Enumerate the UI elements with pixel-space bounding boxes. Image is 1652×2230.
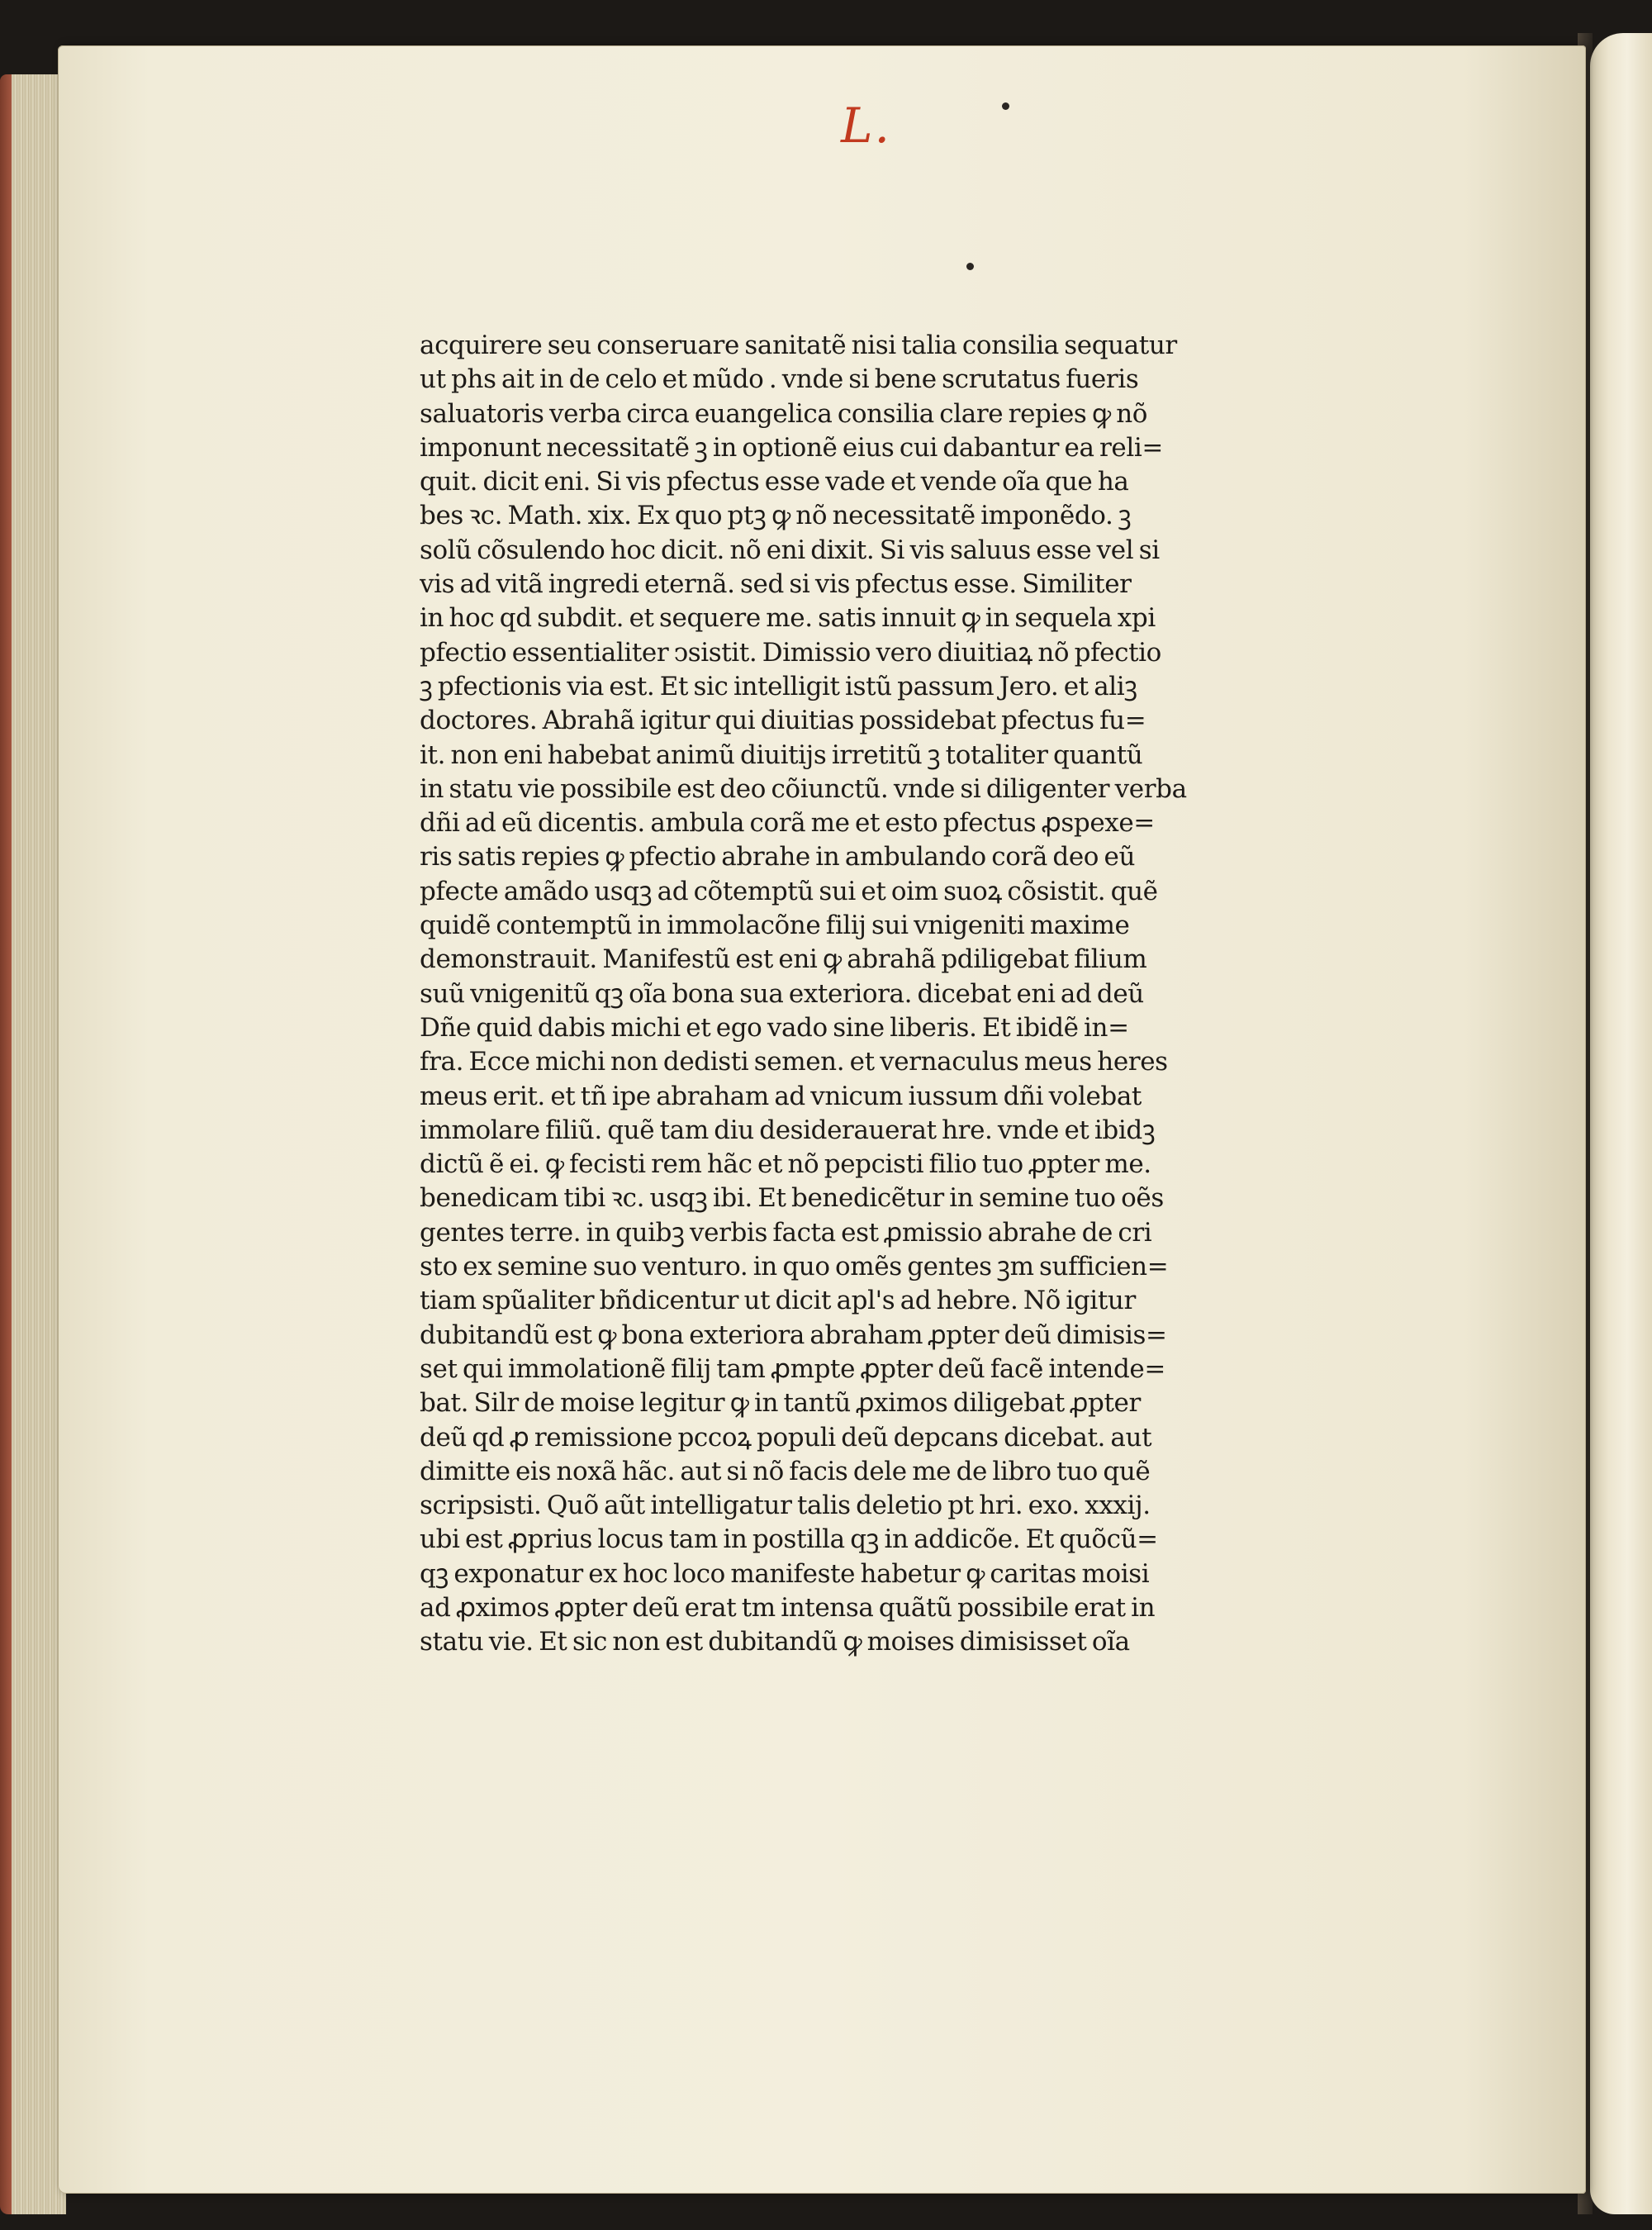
text-line: dictũ ẽ ei. ꝙ fecisti rem hãc et nõ pepcisti filio tuo ꝓpter me. (420, 1149, 1151, 1180)
text-line: ris satis repies ꝙ pfectio abrahe in ambulando corã deo eũ (420, 842, 1136, 873)
text-line: suũ vnigenitũ qꝫ oĩa bona sua exteriora. dicebat eni ad deũ (420, 978, 1144, 1009)
text-line: bes ꝛc. Math. xix. Ex quo ptꝫ ꝙ nõ necessitatẽ imponẽdo. ꝫ (420, 501, 1132, 531)
text-line: demonstrauit. Manifestũ est eni ꝙ abrahã pdiligebat filium (420, 944, 1147, 975)
text-line: fra. Ecce michi non dedisti semen. et vernaculus meus heres (420, 1047, 1168, 1077)
text-line: tiam spũaliter bñdicentur ut dicit apl's ad hebre. Nõ igitur (420, 1286, 1136, 1316)
text-line: quit. dicit eni. Si vis pfectus esse vade et vende oĩa que ha (420, 467, 1129, 497)
text-line: gentes terre. in quibꝫ verbis facta est ꝓmissio abrahe de cri (420, 1217, 1152, 1248)
text-line: dubitandũ est ꝙ bona exteriora abraham ꝓpter deũ dimisis= (420, 1319, 1167, 1350)
text-line: meus erit. et tñ ipe abraham ad vnicum iussum dñi volebat (420, 1081, 1142, 1111)
text-line: immolare filiũ. quẽ tam diu desiderauerat hre. vnde et ibidꝫ (420, 1115, 1156, 1145)
text-line: deũ qd ꝓ remissione pccoꝝ populi deũ depcans dicebat. aut (420, 1422, 1152, 1453)
text-line: scripsisti. Quõ aũt intelligatur talis deletio pt hri. exo. xxxij. (420, 1491, 1151, 1521)
text-line: in hoc qd subdit. et sequere me. satis innuit ꝙ in sequela xpi (420, 603, 1156, 634)
text-line: imponunt necessitatẽ ꝫ in optionẽ eius cui dabantur ea reli= (420, 432, 1163, 463)
text-line: in statu vie possibile est deo cõiunctũ. vnde si diligenter verba (420, 773, 1187, 804)
text-line: pfecte amãdo usqꝫ ad cõtemptũ sui et oim suoꝝ cõsistit. quẽ (420, 876, 1158, 906)
text-line: solũ cõsulendo hoc dicit. nõ eni dixit. Si vis saluus esse vel si (420, 535, 1160, 565)
text-line: statu vie. Et sic non est dubitandũ ꝙ moises dimisisset oĩa (420, 1627, 1130, 1657)
text-line: quidẽ contemptũ in immolacõne filij sui vnigeniti maxime (420, 911, 1130, 941)
text-line: acquirere seu conseruare sanitatẽ nisi talia consilia sequatur (420, 330, 1177, 360)
text-line: vis ad vitã ingredi eternã. sed si vis pfectus esse. Similiter (420, 569, 1132, 600)
text-line: it. non eni habebat animũ diuitijs irretitũ ꝫ totaliter quantũ (420, 739, 1143, 770)
text-line: ꝫ pfectionis via est. Et sic intelligit istũ passum Jero. et aliꝫ (420, 671, 1137, 701)
ink-dot (966, 263, 974, 270)
text-line: ad ꝓximos ꝓpter deũ erat tm intensa quãtũ possibile erat in (420, 1592, 1156, 1623)
ink-dot (1002, 102, 1009, 110)
text-line: set qui immolationẽ filij tam ꝓmpte ꝓpter deũ facẽ intende= (420, 1353, 1165, 1384)
text-line: saluatoris verba circa euangelica consilia clare repies ꝙ nõ (420, 398, 1148, 429)
text-line: doctores. Abrahã igitur qui diuitias possidebat pfectus fu= (420, 706, 1146, 736)
text-line: sto ex semine suo venturo. in quo omẽs gentes ꝫm sufficien= (420, 1252, 1169, 1282)
text-line: qꝫ exponatur ex hoc loco manifeste habetur ꝙ caritas moisi (420, 1558, 1150, 1589)
text-line: pfectio essentialiter ↄsistit. Dimissio vero diuitiaꝝ nõ pfectio (420, 637, 1161, 668)
text-line: dñi ad eũ dicentis. ambula corã me et esto pfectus ꝓspexe= (420, 808, 1155, 839)
text-line: bat. Silr de moise legitur ꝙ in tantũ ꝓximos diligebat ꝓpter (420, 1388, 1141, 1419)
text-line: ut phs ait in de celo et mũdo . vnde si bene scrutatus fueris (420, 364, 1139, 395)
text-line: benedicam tibi ꝛc. usqꝫ ibi. Et benedicẽtur in semine tuo oẽs (420, 1183, 1164, 1214)
text-block (420, 329, 1287, 1660)
left-page-edges (0, 74, 66, 2214)
folio-number: L. (841, 97, 891, 154)
text-line: Dñe quid dabis michi et ego vado sine liberis. Et ibidẽ in= (420, 1012, 1129, 1043)
text-line: ubi est ꝓprius locus tam in postilla qꝫ in addicõe. Et quõcũ= (420, 1524, 1158, 1555)
text-line: dimitte eis noxã hãc. aut si nõ facis dele me de libro tuo quẽ (420, 1456, 1151, 1486)
facing-page-edge (1590, 33, 1652, 2214)
